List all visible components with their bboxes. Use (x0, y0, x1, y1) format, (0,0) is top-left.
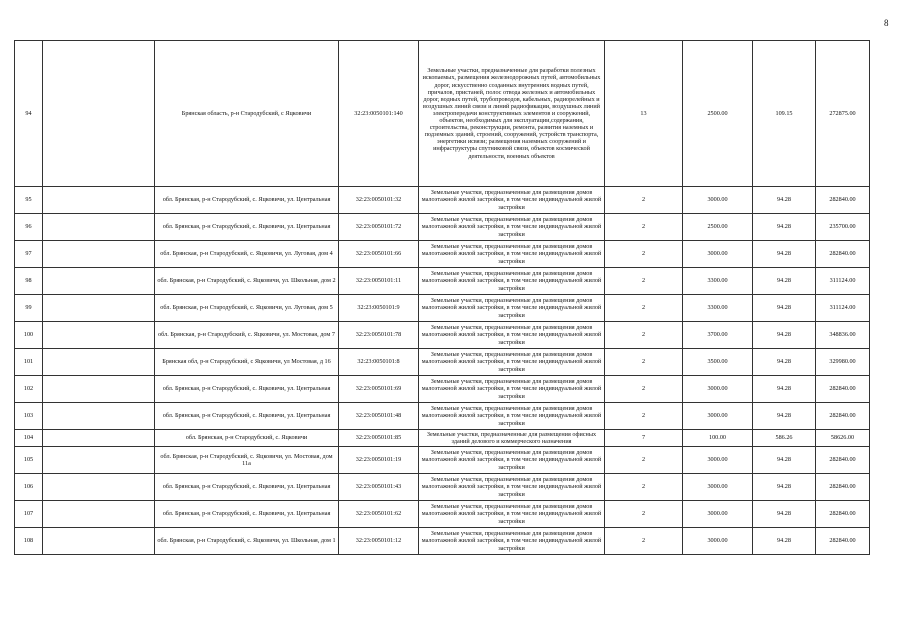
empty-cell (43, 41, 155, 187)
land-use-cell: Земельные участки, предназначенные для размещения домов малоэтажной жилой застройки, в том числе индивидуальной жилой застройки (419, 528, 605, 555)
area-cell: 3000.00 (683, 376, 753, 403)
land-use-cell: Земельные участки, предназначенные для размещения домов малоэтажной жилой застройки, в том числе индивидуальной жилой застройки (419, 322, 605, 349)
use-group-cell: 2 (605, 403, 683, 430)
address-cell: обл. Брянская, р-н Стародубский, с. Яцковичи, ул. Центральная (155, 376, 339, 403)
address-cell: обл. Брянская, р-н Стародубский, с. Яцковичи, ул. Луговая, дом 4 (155, 241, 339, 268)
table-row (15, 474, 870, 501)
row-number: 106 (15, 474, 43, 501)
cadastral-number-cell: 32:23:0050101:11 (339, 268, 419, 295)
address-cell: обл. Брянская, р-н Стародубский, с. Яцковичи, ул. Луговая, дом 5 (155, 295, 339, 322)
area-cell: 3700.00 (683, 322, 753, 349)
address-cell: обл. Брянская, р-н Стародубский, с. Яцковичи, ул. Школьная, дом 1 (155, 528, 339, 555)
area-cell: 3500.00 (683, 349, 753, 376)
use-group-cell: 7 (605, 430, 683, 447)
land-use-cell: Земельные участки, предназначенные для размещения домов малоэтажной жилой застройки, в том числе индивидуальной жилой застройки (419, 214, 605, 241)
area-cell: 3000.00 (683, 241, 753, 268)
row-number: 99 (15, 295, 43, 322)
cadastral-number-cell: 32:23:0050101:66 (339, 241, 419, 268)
cadastral-number-cell: 32:23:0050101:62 (339, 501, 419, 528)
land-registry-table (14, 40, 870, 555)
empty-cell (43, 268, 155, 295)
empty-cell (43, 187, 155, 214)
rate-cell: 94.28 (753, 295, 816, 322)
land-use-cell: Земельные участки, предназначенные для размещения домов малоэтажной жилой застройки, в том числе индивидуальной жилой застройки (419, 447, 605, 474)
empty-cell (43, 295, 155, 322)
area-cell: 2500.00 (683, 214, 753, 241)
address-cell: обл. Брянская, р-н Стародубский, с. Яцковичи, ул. Центральная (155, 474, 339, 501)
cadastral-number-cell: 32:23:0050101:9 (339, 295, 419, 322)
area-cell: 3000.00 (683, 187, 753, 214)
table-row (15, 214, 870, 241)
cadastral-number-cell: 32:23:0050101:72 (339, 214, 419, 241)
area-cell: 3000.00 (683, 474, 753, 501)
address-cell: Брянская область, р-н Стародубский, с Яцковичи (155, 41, 339, 187)
area-cell: 3300.00 (683, 295, 753, 322)
rate-cell: 109.15 (753, 41, 816, 187)
empty-cell (43, 528, 155, 555)
use-group-cell: 2 (605, 295, 683, 322)
cadastral-value-cell: 282840.00 (816, 447, 870, 474)
cadastral-value-cell: 282840.00 (816, 528, 870, 555)
cadastral-number-cell: 32:23:0050101:69 (339, 376, 419, 403)
address-cell: обл. Брянская, р-н Стародубский, с. Яцковичи, ул. Центральная (155, 403, 339, 430)
use-group-cell: 2 (605, 349, 683, 376)
land-use-cell: Земельные участки, предназначенные для размещения домов малоэтажной жилой застройки, в том числе индивидуальной жилой застройки (419, 187, 605, 214)
rate-cell: 94.28 (753, 322, 816, 349)
rate-cell: 94.28 (753, 501, 816, 528)
cadastral-value-cell: 329980.00 (816, 349, 870, 376)
land-use-cell: Земельные участки, предназначенные для разработки полезных ископаемых, размещения железнодорожных путей, автомобильных дорог, искусственно созданных внутренних водных путей, причалов, пристаней, полос отвода железных и автомобильных дорог, водных путей, трубопроводов, кабельных, радиорелейных и воздушных линий связи и линий радиофикации, воздушных линий электропередачи конструктивных элементов и сооружений, объектов, необходимых для эксплуатации,содержания, строительства, реконструкции, ремонта, развития наземных и подземных зданий, строений, сооружений, устройств транспорта, энергетики исвязи; размещения наземных сооружений и инфраструктуры спутниковой связи, объектов космической деятельности, военных объектов (419, 41, 605, 187)
row-number: 102 (15, 376, 43, 403)
address-cell: обл. Брянская, р-н Стародубский, с. Яцковичи, ул. Мостовая, дом 11а (155, 447, 339, 474)
rate-cell: 94.28 (753, 528, 816, 555)
cadastral-number-cell: 32:23:0050101:43 (339, 474, 419, 501)
table-body (15, 41, 870, 555)
empty-cell (43, 403, 155, 430)
rate-cell: 94.28 (753, 268, 816, 295)
cadastral-number-cell: 32:23:0050101:48 (339, 403, 419, 430)
use-group-cell: 2 (605, 376, 683, 403)
cadastral-number-cell: 32:23:0050101:12 (339, 528, 419, 555)
rate-cell: 94.28 (753, 187, 816, 214)
cadastral-value-cell: 311124.00 (816, 268, 870, 295)
cadastral-value-cell: 282840.00 (816, 187, 870, 214)
use-group-cell: 13 (605, 41, 683, 187)
use-group-cell: 2 (605, 268, 683, 295)
row-number: 97 (15, 241, 43, 268)
rate-cell: 586.26 (753, 430, 816, 447)
row-number: 104 (15, 430, 43, 447)
rate-cell: 94.28 (753, 349, 816, 376)
rate-cell: 94.28 (753, 376, 816, 403)
row-number: 103 (15, 403, 43, 430)
table-row (15, 268, 870, 295)
address-cell: обл. Брянская, р-н Стародубский, с. Яцковичи, ул. Школьная, дом 2 (155, 268, 339, 295)
row-number: 98 (15, 268, 43, 295)
table-row (15, 447, 870, 474)
cadastral-value-cell: 272875.00 (816, 41, 870, 187)
land-use-cell: Земельные участки, предназначенные для размещения домов малоэтажной жилой застройки, в том числе индивидуальной жилой застройки (419, 268, 605, 295)
row-number: 95 (15, 187, 43, 214)
use-group-cell: 2 (605, 322, 683, 349)
table-row (15, 376, 870, 403)
land-use-cell: Земельные участки, предназначенные для размещения домов малоэтажной жилой застройки, в том числе индивидуальной жилой застройки (419, 403, 605, 430)
rate-cell: 94.28 (753, 474, 816, 501)
address-cell: обл. Брянская, р-н Стародубский, с. Яцковичи, ул. Центральная (155, 187, 339, 214)
area-cell: 100.00 (683, 430, 753, 447)
land-use-cell: Земельные участки, предназначенные для размещения домов малоэтажной жилой застройки, в том числе индивидуальной жилой застройки (419, 349, 605, 376)
use-group-cell: 2 (605, 528, 683, 555)
empty-cell (43, 447, 155, 474)
cadastral-number-cell: 32:23:0050101:8 (339, 349, 419, 376)
table-row (15, 295, 870, 322)
cadastral-value-cell: 235700.00 (816, 214, 870, 241)
address-cell: обл. Брянская, р-н Стародубский, с. Яцковичи, ул. Мостовая, дом 7 (155, 322, 339, 349)
cadastral-value-cell: 282840.00 (816, 376, 870, 403)
empty-cell (43, 474, 155, 501)
use-group-cell: 2 (605, 214, 683, 241)
empty-cell (43, 376, 155, 403)
cadastral-value-cell: 311124.00 (816, 295, 870, 322)
land-use-cell: Земельные участки, предназначенные для размещения домов малоэтажной жилой застройки, в том числе индивидуальной жилой застройки (419, 241, 605, 268)
empty-cell (43, 349, 155, 376)
address-cell: Брянская обл, р-н Стародубский, с Яцковичи, ул Мостовая, д 16 (155, 349, 339, 376)
use-group-cell: 2 (605, 447, 683, 474)
address-cell: обл. Брянская, р-н Стародубский, с. Яцковичи, ул. Центральная (155, 214, 339, 241)
table-row (15, 41, 870, 187)
area-cell: 2500.00 (683, 41, 753, 187)
cadastral-number-cell: 32:23:0050101:19 (339, 447, 419, 474)
table-row (15, 501, 870, 528)
table-row (15, 430, 870, 447)
land-use-cell: Земельные участки, предназначенные для размещения домов малоэтажной жилой застройки, в том числе индивидуальной жилой застройки (419, 501, 605, 528)
use-group-cell: 2 (605, 187, 683, 214)
cadastral-value-cell: 282840.00 (816, 241, 870, 268)
table-row (15, 528, 870, 555)
rate-cell: 94.28 (753, 241, 816, 268)
use-group-cell: 2 (605, 474, 683, 501)
table-row (15, 349, 870, 376)
table-row (15, 187, 870, 214)
cadastral-value-cell: 58626.00 (816, 430, 870, 447)
use-group-cell: 2 (605, 501, 683, 528)
rate-cell: 94.28 (753, 214, 816, 241)
land-use-cell: Земельные участки, предназначенные для размещения офисных зданий делового и коммерческого назначения (419, 430, 605, 447)
cadastral-value-cell: 282840.00 (816, 403, 870, 430)
table-row (15, 241, 870, 268)
empty-cell (43, 430, 155, 447)
cadastral-number-cell: 32:23:0050101:85 (339, 430, 419, 447)
rate-cell: 94.28 (753, 447, 816, 474)
row-number: 105 (15, 447, 43, 474)
empty-cell (43, 501, 155, 528)
cadastral-number-cell: 32:23:0050101:78 (339, 322, 419, 349)
area-cell: 3300.00 (683, 268, 753, 295)
address-cell: обл. Брянская, р-н Стародубский, с. Яцковичи (155, 430, 339, 447)
row-number: 101 (15, 349, 43, 376)
row-number: 100 (15, 322, 43, 349)
page-number: 8 (884, 18, 889, 28)
empty-cell (43, 322, 155, 349)
address-cell: обл. Брянская, р-н Стародубский, с. Яцковичи, ул. Центральная (155, 501, 339, 528)
table-row (15, 322, 870, 349)
row-number: 107 (15, 501, 43, 528)
cadastral-value-cell: 348836.00 (816, 322, 870, 349)
empty-cell (43, 241, 155, 268)
area-cell: 3000.00 (683, 447, 753, 474)
cadastral-value-cell: 282840.00 (816, 501, 870, 528)
empty-cell (43, 214, 155, 241)
cadastral-value-cell: 282840.00 (816, 474, 870, 501)
table-row (15, 403, 870, 430)
cadastral-number-cell: 32:23:0050101:32 (339, 187, 419, 214)
row-number: 108 (15, 528, 43, 555)
area-cell: 3000.00 (683, 528, 753, 555)
area-cell: 3000.00 (683, 403, 753, 430)
use-group-cell: 2 (605, 241, 683, 268)
land-use-cell: Земельные участки, предназначенные для размещения домов малоэтажной жилой застройки, в том числе индивидуальной жилой застройки (419, 376, 605, 403)
rate-cell: 94.28 (753, 403, 816, 430)
row-number: 96 (15, 214, 43, 241)
area-cell: 3000.00 (683, 501, 753, 528)
row-number: 94 (15, 41, 43, 187)
cadastral-number-cell: 32:23:0050101:140 (339, 41, 419, 187)
land-use-cell: Земельные участки, предназначенные для размещения домов малоэтажной жилой застройки, в том числе индивидуальной жилой застройки (419, 295, 605, 322)
land-use-cell: Земельные участки, предназначенные для размещения домов малоэтажной жилой застройки, в том числе индивидуальной жилой застройки (419, 474, 605, 501)
